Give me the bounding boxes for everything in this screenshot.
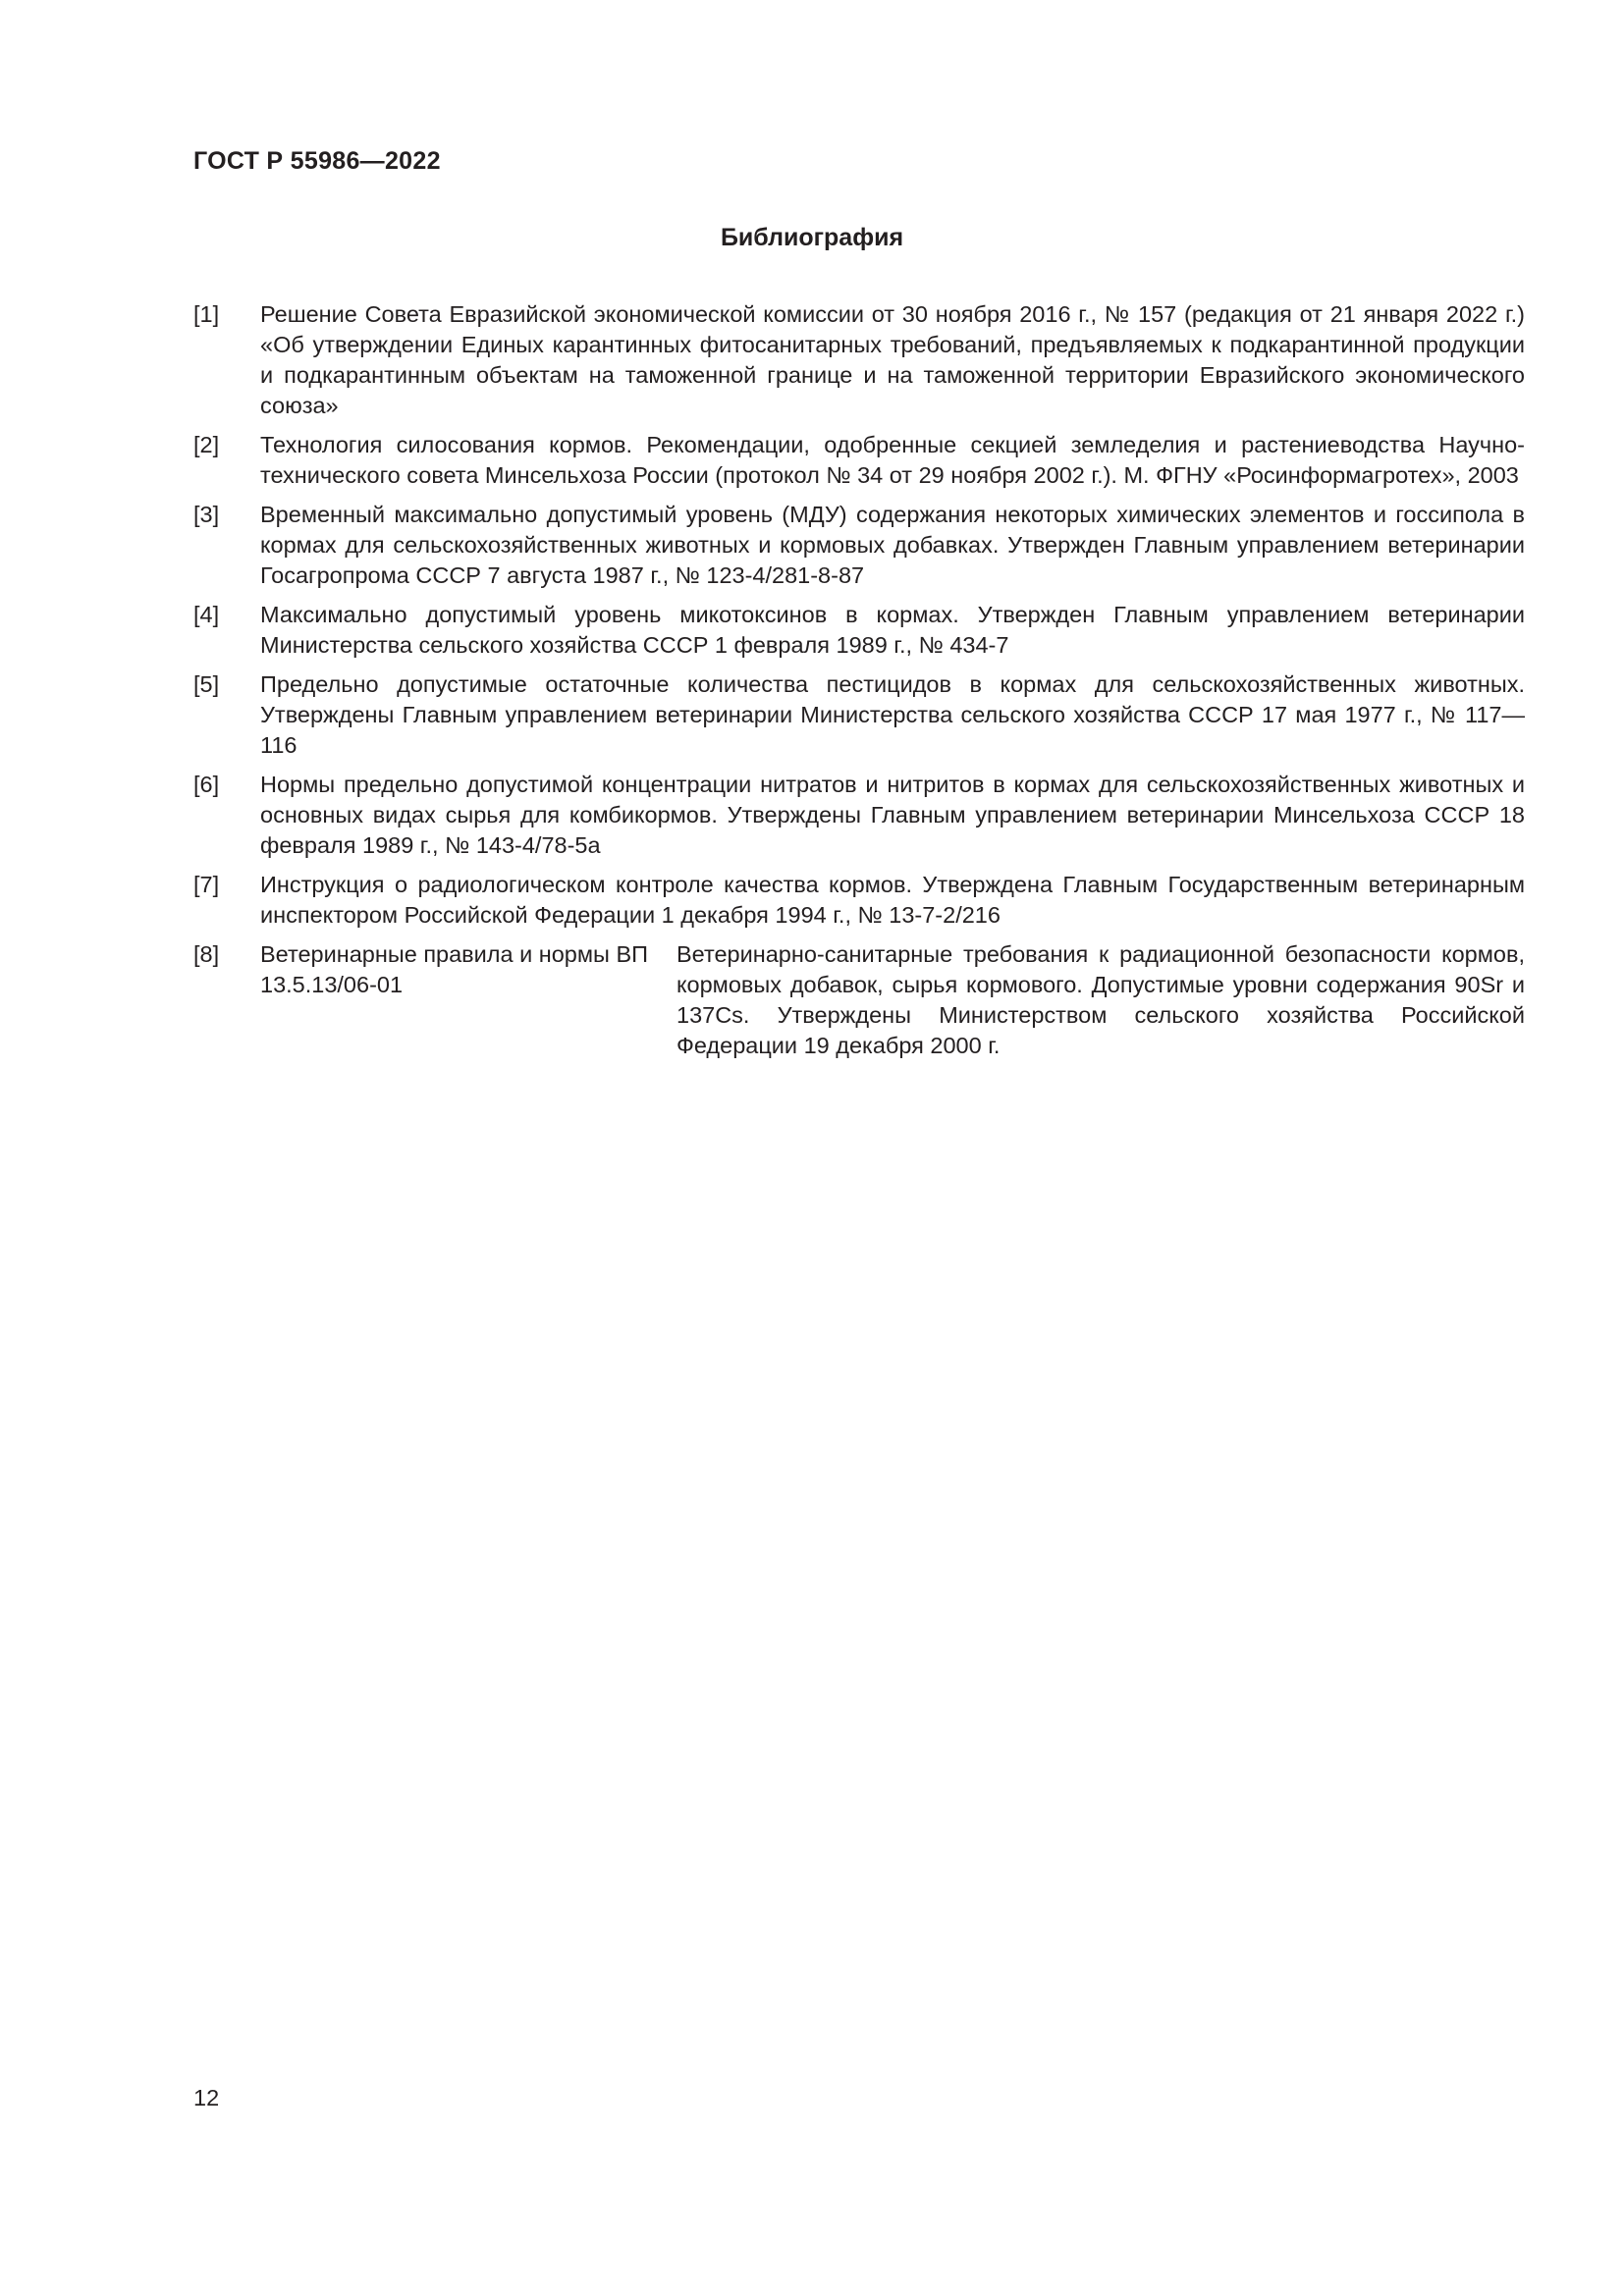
bibliography-entry-3 [193,500,1525,591]
bibliography-entry-6 [193,770,1525,861]
document-code-header: ГОСТ Р 55986—2022 [193,147,441,175]
section-title: Библиография [720,224,904,251]
entry-text: Ветеринарно-санитарные требования к радиационной безопасности кормов, кормовых добавок, сырья кормового. Допустимые уровни содержания 90Sr и 137Cs. Утверждены Министерством сельского хозяйства Российской Федерации 19 декабря 2000 г. [677,941,1525,1058]
entry-number: [6] [193,772,220,797]
bibliography-entry-4 [193,600,1525,661]
entry-split-columns [260,939,1525,1061]
entry-number: [5] [193,671,220,697]
entry-text: Технология силосования кормов. Рекомендации, одобренные секцией земледелия и растениеводства Научно-технического совета Минсельхоза России (протокол № 34 от 29 ноября 2002 г.). М. ФГНУ «Росинформагротех», 2003 [260,432,1525,488]
entry-number: [2] [193,432,220,457]
bibliography-entry-8 [193,939,1525,1061]
entry-number: [3] [193,502,220,527]
bibliography-list [193,299,1525,1070]
entry-text: Максимально допустимый уровень микотоксинов в кормах. Утвержден Главным управлением ветеринарии Министерства сельского хозяйства СССР 1 февраля 1989 г., № 434-7 [260,602,1525,658]
page-number: 12 [193,2085,220,2110]
entry-designation: Ветеринарные правила и нормы ВП 13.5.13/06-01 [260,941,649,997]
entry-text: Предельно допустимые остаточные количества пестицидов в кормах для сельскохозяйственных животных. Утверждены Главным управлением ветеринарии Министерства сельского хозяйства СССР 17 мая 1977 г., № 117—116 [260,671,1525,758]
bibliography-entry-2 [193,430,1525,491]
entry-number: [1] [193,301,220,327]
entry-text: Нормы предельно допустимой концентрации нитратов и нитритов в кормах для сельскохозяйственных животных и основных видах сырья для комбикормов. Утверждены Главным управлением ветеринарии Минсельхоза СССР 18 февраля 1989 г., № 143-4/78-5а [260,772,1525,858]
bibliography-entry-5 [193,669,1525,761]
entry-text: Инструкция о радиологическом контроле качества кормов. Утверждена Главным Государственным ветеринарным инспектором Российской Федерации 1 декабря 1994 г., № 13-7-2/216 [260,872,1525,928]
bibliography-entry-7 [193,870,1525,931]
entry-number: [4] [193,602,220,627]
entry-number: [7] [193,872,220,897]
bibliography-entry-1 [193,299,1525,421]
entry-text: Временный максимально допустимый уровень (МДУ) содержания некоторых химических элементов и госсипола в кормах для сельскохозяйственных животных и кормовых добавках. Утвержден Главным управлением ветеринарии Госагропрома СССР 7 августа 1987 г., № 123-4/281-8-87 [260,502,1525,588]
entry-text: Решение Совета Евразийской экономической комиссии от 30 ноября 2016 г., № 157 (редакция от 21 января 2022 г.) «Об утверждении Единых карантинных фитосанитарных требований, предъявляемых к подкарантинной продукции и подкарантинным объектам на таможенной границе и на таможенной территории Евразийского экономического союза» [260,301,1525,418]
entry-number: [8] [193,941,220,967]
